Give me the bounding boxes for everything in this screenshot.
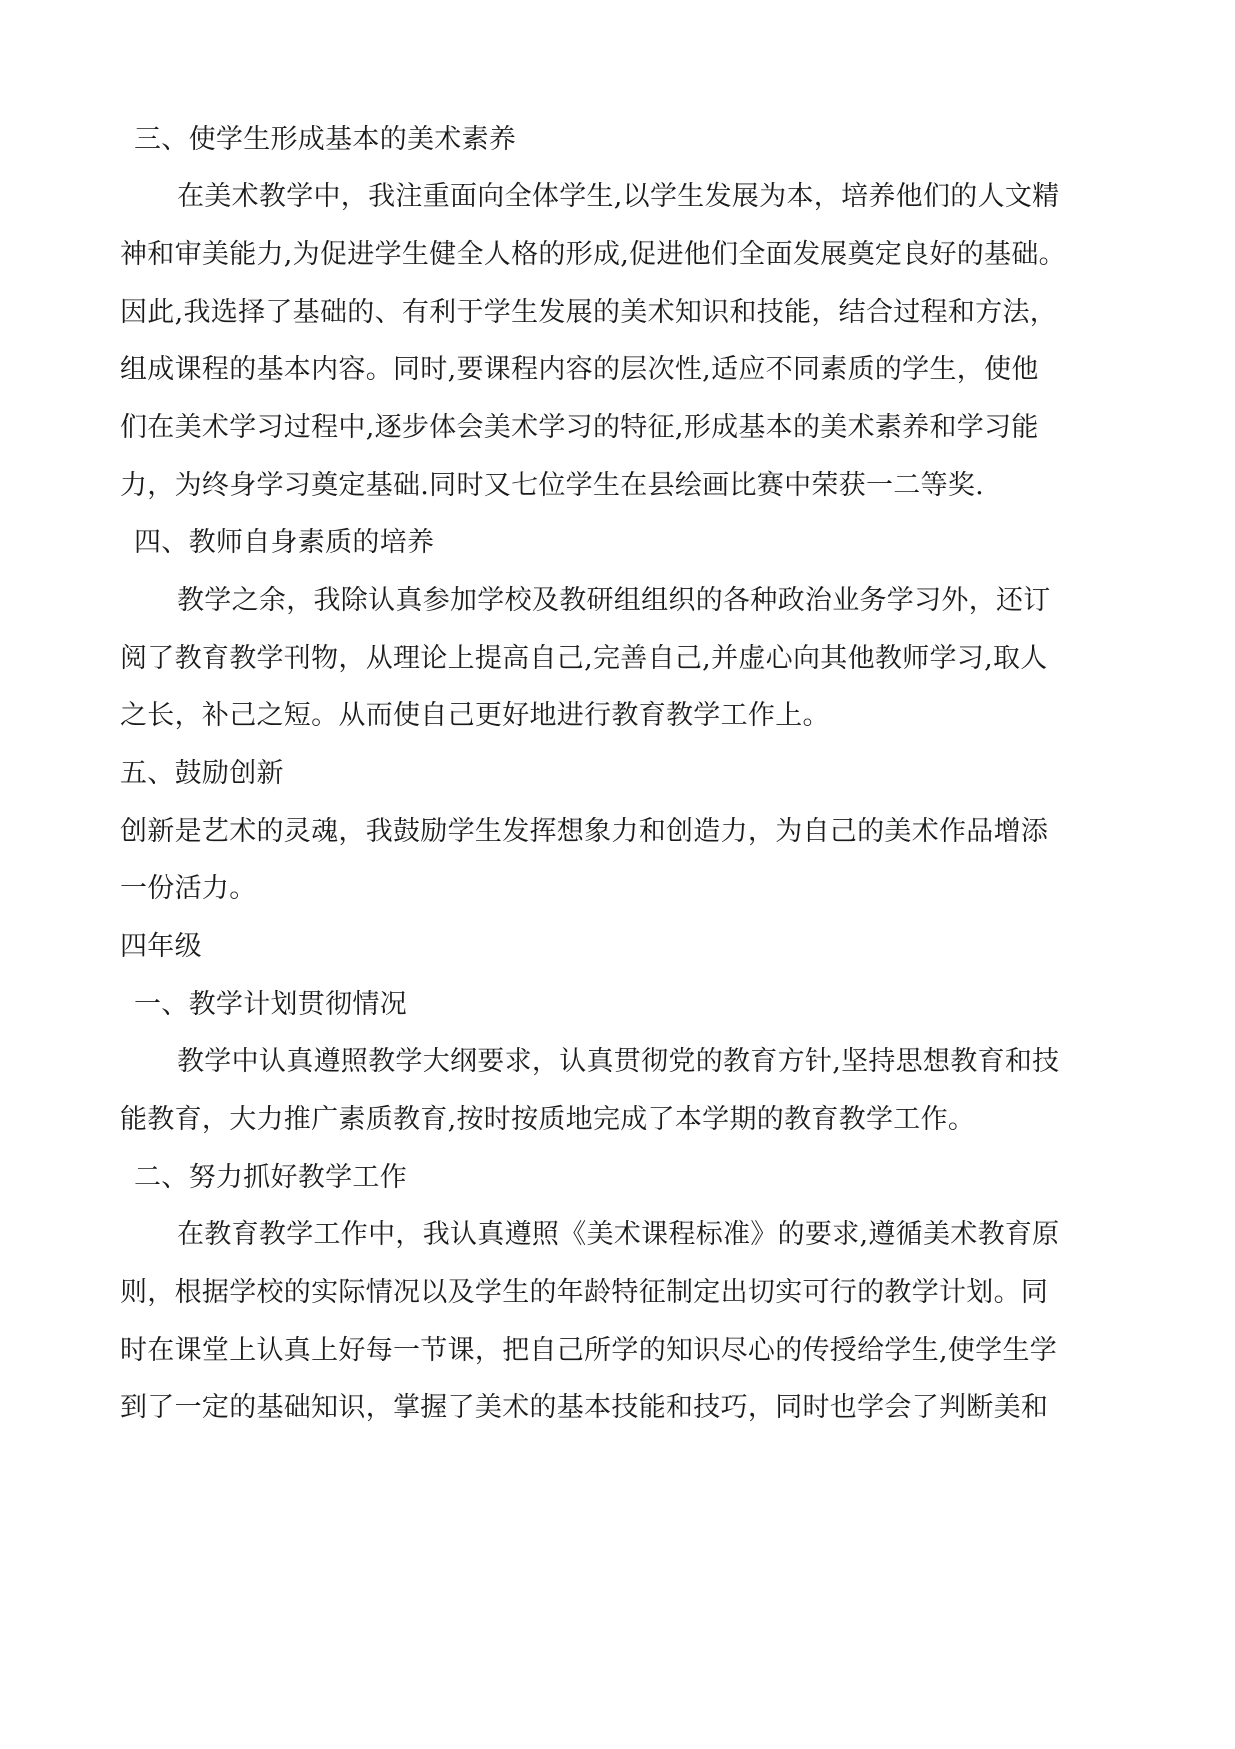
paragraph-line: 教学之余，我除认真参加学校及教研组组织的各种政治业务学习外，还订 (177, 585, 1051, 616)
paragraph-line: 创新是艺术的灵魂，我鼓励学生发挥想象力和创造力，为自己的美术作品增添 (120, 816, 1049, 847)
paragraph-line: 们在美术学习过程中,逐步体会美术学习的特征,形成基本的美术素养和学习能 (120, 412, 1039, 443)
section-heading-1: 一、教学计划贯彻情况 (134, 989, 407, 1020)
paragraph-line: 一份活力。 (120, 873, 257, 904)
paragraph-line: 能教育，大力推广素质教育,按时按质地完成了本学期的教育教学工作。 (120, 1104, 976, 1135)
section-heading-2: 二、努力抓好教学工作 (134, 1162, 407, 1193)
paragraph-line: 到了一定的基础知识，掌握了美术的基本技能和技巧，同时也学会了判断美和 (120, 1392, 1049, 1423)
paragraph-line: 神和审美能力,为促进学生健全人格的形成,促进他们全面发展奠定良好的基础。 (120, 239, 1066, 270)
paragraph-line: 因此,我选择了基础的、有利于学生发展的美术知识和技能，结合过程和方法， (120, 297, 1058, 328)
paragraph-line: 教学中认真遵照教学大纲要求，认真贯彻党的教育方针,坚持思想教育和技 (177, 1046, 1060, 1077)
paragraph-line: 力，为终身学习奠定基础.同时又七位学生在县绘画比赛中荣获一二等奖. (120, 470, 985, 501)
paragraph-line: 阅了教育教学刊物，从理论上提高自己,完善自己,并虚心向其他教师学习,取人 (120, 643, 1048, 674)
grade-heading: 四年级 (120, 931, 202, 962)
paragraph-line: 组成课程的基本内容。同时,要课程内容的层次性,适应不同素质的学生，使他 (120, 354, 1039, 385)
section-heading-3: 三、使学生形成基本的美术素养 (134, 124, 517, 155)
paragraph-line: 时在课堂上认真上好每一节课，把自己所学的知识尽心的传授给学生,使学生学 (120, 1335, 1058, 1366)
paragraph-line: 在美术教学中，我注重面向全体学生,以学生发展为本，培养他们的人文精 (177, 181, 1060, 212)
section-heading-4: 四、教师自身素质的培养 (134, 527, 435, 558)
section-heading-5: 五、鼓励创新 (120, 758, 284, 789)
paragraph-line: 在教育教学工作中，我认真遵照《美术课程标准》的要求,遵循美术教育原 (177, 1219, 1060, 1250)
paragraph-line: 则，根据学校的实际情况以及学生的年龄特征制定出切实可行的教学计划。同 (120, 1277, 1049, 1308)
paragraph-line: 之长，补己之短。从而使自己更好地进行教育教学工作上。 (120, 700, 830, 731)
